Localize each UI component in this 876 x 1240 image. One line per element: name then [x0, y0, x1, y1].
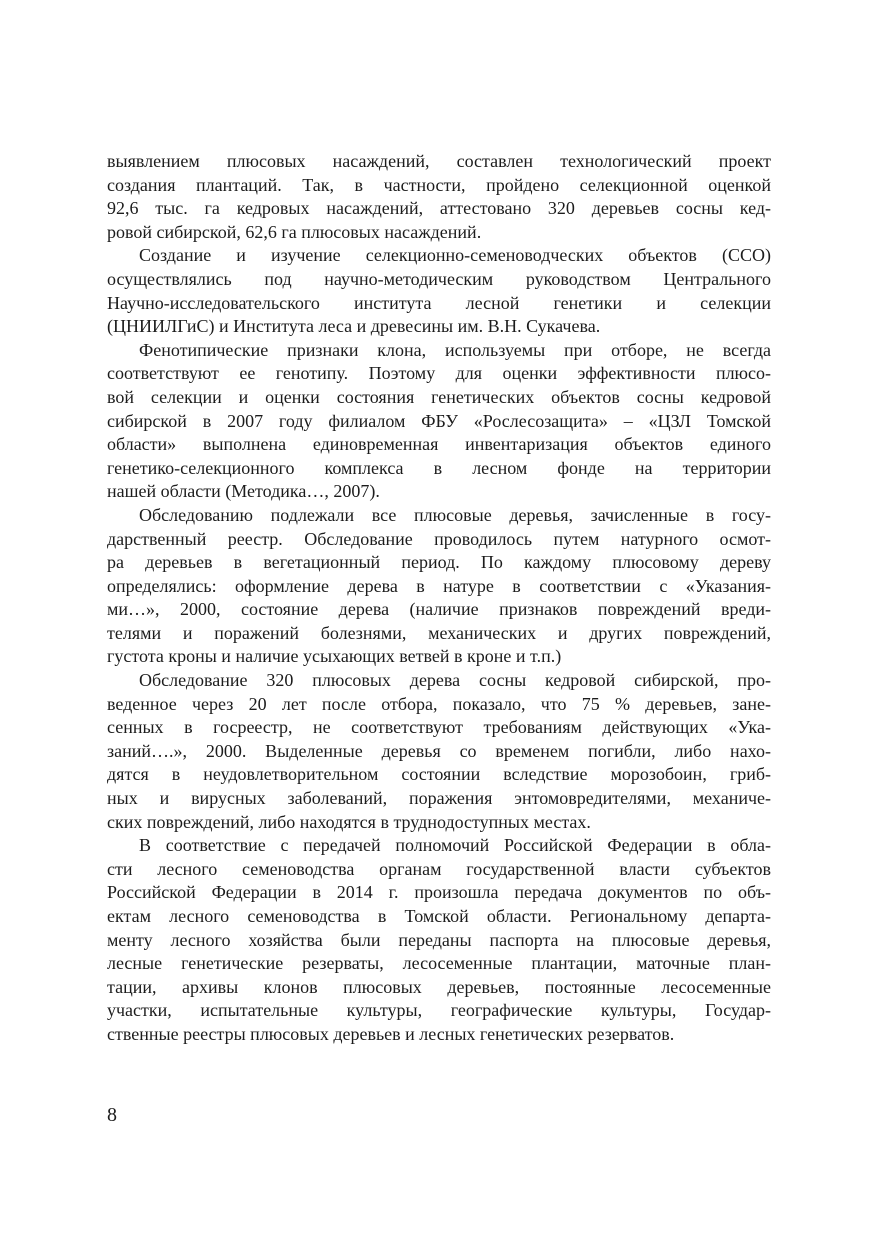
paragraph	[107, 504, 771, 669]
text-line: генетико-селекционного комплекса в лесном фонде на территории	[107, 457, 771, 478]
text-line: ровой сибирской, 62,6 га плюсовых насаждений.	[107, 221, 482, 242]
text-line: заний….», 2000. Выделенные деревья со временем погибли, либо нахо-	[107, 740, 771, 761]
paragraph	[107, 150, 771, 244]
text-line: Российской Федерации в 2014 г. произошла передача документов по объ-	[107, 882, 771, 903]
text-line: Фенотипические признаки клона, используемы при отборе, не всегда	[139, 339, 771, 360]
text-line: ских повреждений, либо находятся в труднодоступных местах.	[107, 811, 591, 832]
text-line: ных и вирусных заболеваний, поражения энтомовредителями, механиче-	[107, 788, 771, 809]
text-line: участки, испытательные культуры, географические культуры, Государ-	[107, 1000, 771, 1021]
text-line: области» выполнена единовременная инвентаризация объектов единого	[107, 434, 771, 455]
text-line: осуществлялись под научно-методическим руководством Центрального	[107, 268, 771, 289]
paragraph	[107, 834, 771, 1046]
text-line: сенных в госреестр, не соответствуют требованиям действующих «Ука-	[107, 717, 771, 738]
text-line: сти лесного семеноводства органам государственной власти субъектов	[107, 858, 771, 879]
text-line: ственные реестры плюсовых деревьев и лесных генетических резерватов.	[107, 1023, 675, 1044]
paragraph	[107, 339, 771, 504]
text-line: Создание и изучение селекционно-семеноводческих объектов (ССО)	[139, 245, 771, 266]
text-line: определялись: оформление дерева в натуре в соответствии с «Указания-	[107, 575, 771, 596]
text-line: соответствуют ее генотипу. Поэтому для оценки эффективности плюсо-	[107, 363, 771, 384]
text-line: дарственный реестр. Обследование проводилось путем натурного осмот-	[107, 528, 771, 549]
text-line: вой селекции и оценки состояния генетических объектов сосны кедровой	[107, 386, 771, 407]
text-line: (ЦНИИЛГиС) и Института леса и древесины им. В.Н. Сукачева.	[107, 316, 601, 337]
text-line: В соответствие с передачей полномочий Российской Федерации в обла-	[139, 835, 771, 856]
text-line: менту лесного хозяйства были переданы паспорта на плюсовые деревья,	[107, 929, 771, 950]
text-line: ми…», 2000, состояние дерева (наличие признаков повреждений вреди-	[107, 599, 771, 620]
text-line: лесные генетические резерваты, лесосеменные плантации, маточные план-	[107, 953, 771, 974]
text-line: веденное через 20 лет после отбора, показало, что 75 % деревьев, зане-	[107, 693, 771, 714]
text-line: ектам лесного семеноводства в Томской области. Региональному департа-	[107, 906, 771, 926]
text-line: 92,6 тыс. га кедровых насаждений, аттестовано 320 деревьев сосны кед-	[107, 198, 771, 219]
text-line: ра деревьев в вегетационный период. По каждому плюсовому дереву	[107, 552, 771, 573]
text-line: Обследованию подлежали все плюсовые деревья, зачисленные в госу-	[139, 504, 771, 525]
text-line: нашей области (Методика…, 2007).	[107, 481, 380, 502]
text-line: густота кроны и наличие усыхающих ветвей в кроне и т.п.)	[107, 646, 562, 667]
paragraph	[107, 244, 771, 338]
text-line: создания плантаций. Так, в частности, пройдено селекционной оценкой	[107, 174, 771, 195]
text-line: Обследование 320 плюсовых дерева сосны кедровой сибирской, про-	[139, 670, 771, 691]
text-line: Научно-исследовательского института лесной генетики и селекции	[107, 292, 771, 313]
text-line: выявлением плюсовых насаждений, составлен технологический проект	[107, 151, 771, 171]
paragraph	[107, 669, 771, 834]
text-line: телями и поражений болезнями, механических и других повреждений,	[107, 622, 771, 643]
document-body	[107, 150, 771, 1047]
text-line: тации, архивы клонов плюсовых деревьев, постоянные лесосеменные	[107, 976, 771, 997]
text-line: дятся в неудовлетворительном состоянии вследствие морозобоин, гриб-	[107, 764, 771, 785]
page-number: 8	[107, 1104, 117, 1126]
text-line: сибирской в 2007 году филиалом ФБУ «Рослесозащита» – «ЦЗЛ Томской	[107, 410, 771, 431]
